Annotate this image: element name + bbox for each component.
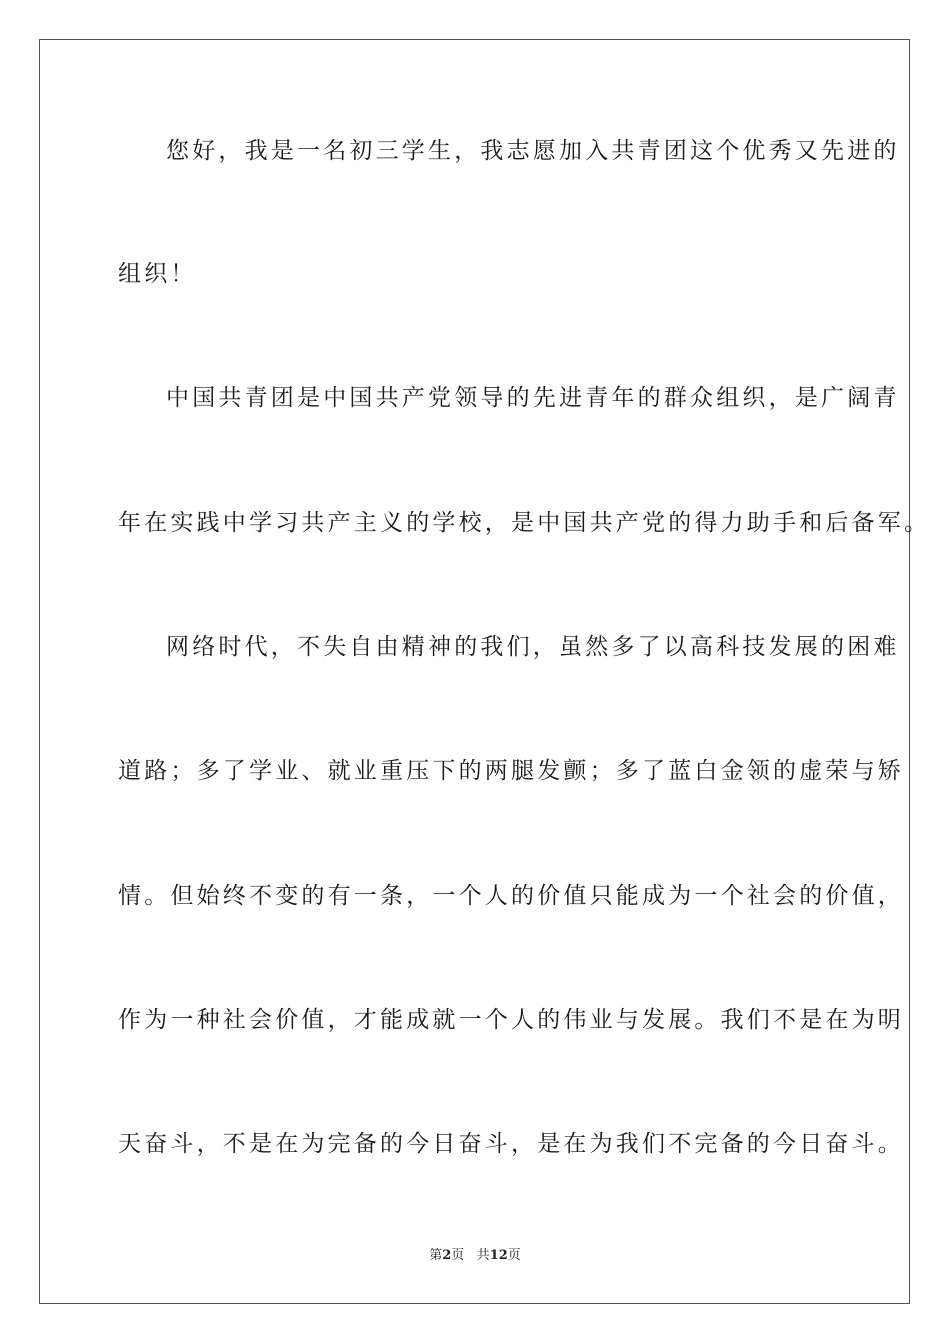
paragraph-3-line-2: 道路；多了学业、就业重压下的两腿发颤；多了蓝白金领的虚荣与矫 — [118, 758, 904, 784]
paragraph-2-line-1: 中国共青团是中国共产党领导的先进青年的群众组织，是广阔青 — [166, 385, 900, 411]
paragraph-3-line-5: 天奋斗，不是在为完备的今日奋斗，是在为我们不完备的今日奋斗。 — [118, 1131, 904, 1157]
page-number: 2 — [442, 1248, 452, 1263]
total-pages: 12 — [489, 1248, 508, 1263]
page-suffix: 页 — [451, 1248, 465, 1263]
page-frame — [39, 39, 910, 1304]
paragraph-3-line-3: 情。但始终不变的有一条，一个人的价值只能成为一个社会的价值， — [118, 883, 904, 909]
paragraph-1-line-1: 您好，我是一名初三学生，我志愿加入共青团这个优秀又先进的 — [166, 138, 900, 164]
paragraph-1-line-2: 组织！ — [118, 261, 197, 287]
paragraph-2-line-2: 年在实践中学习共产主义的学校，是中国共产党的得力助手和后备军。 — [118, 510, 931, 536]
total-suffix: 页 — [507, 1248, 521, 1263]
total-prefix: 共 — [476, 1248, 490, 1263]
paragraph-3-line-4: 作为一种社会价值，才能成就一个人的伟业与发展。我们不是在为明 — [118, 1007, 904, 1033]
page-footer — [0, 1247, 950, 1265]
page-prefix: 第 — [429, 1248, 443, 1263]
paragraph-3-line-1: 网络时代，不失自由精神的我们，虽然多了以高科技发展的困难 — [166, 634, 900, 660]
